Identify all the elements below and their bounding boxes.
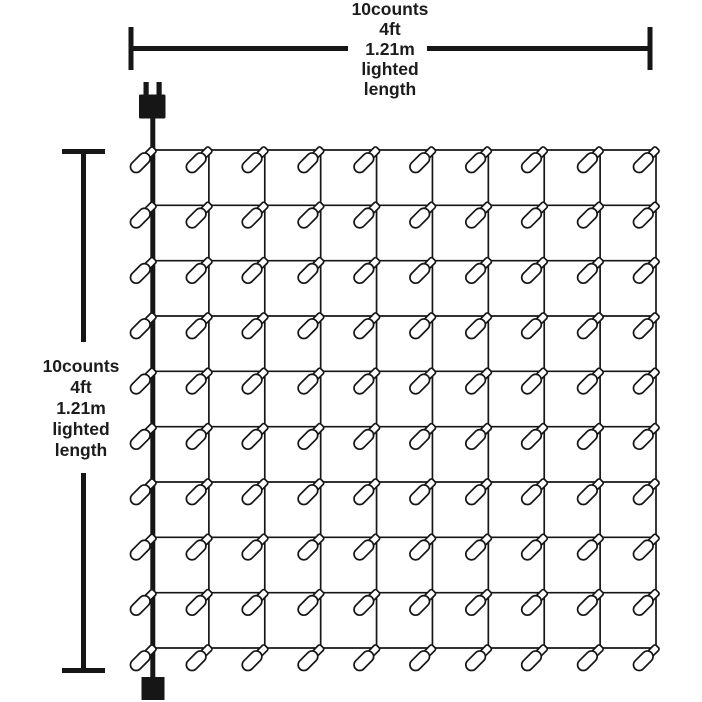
bulb-icon xyxy=(519,477,549,507)
bulb-icon xyxy=(184,477,214,507)
bulb-icon xyxy=(240,145,270,175)
bulb-icon xyxy=(352,532,382,562)
left-dimension-label xyxy=(6,356,156,461)
bulb-icon xyxy=(184,532,214,562)
bulb-icon xyxy=(631,145,661,175)
bulb-icon xyxy=(408,145,438,175)
bulb-icon xyxy=(408,366,438,396)
bulb-icon xyxy=(519,643,549,673)
bulb-icon xyxy=(408,477,438,507)
bulb-icon xyxy=(240,532,270,562)
top-dimension-label xyxy=(280,0,500,99)
bulb-icon xyxy=(463,311,493,341)
bulb-icon xyxy=(575,643,605,673)
bulb-icon xyxy=(184,421,214,451)
bulb-icon xyxy=(296,587,326,617)
label-line: length xyxy=(54,440,108,460)
bulb-icon xyxy=(352,421,382,451)
bulb-icon xyxy=(296,255,326,285)
bulb-icon xyxy=(519,145,549,175)
controller-box-icon xyxy=(142,677,165,700)
bulb-icon xyxy=(184,643,214,673)
bulb-icon xyxy=(463,255,493,285)
label-line: 1.21m xyxy=(365,39,415,59)
bulb-icon xyxy=(463,532,493,562)
bulb-icon xyxy=(519,421,549,451)
bulb-icon xyxy=(463,477,493,507)
bulb-icon xyxy=(184,366,214,396)
label-line: 10counts xyxy=(42,356,120,376)
bulb-icon xyxy=(575,366,605,396)
bulb-icon xyxy=(240,421,270,451)
bulb-icon xyxy=(240,255,270,285)
bulb-icon xyxy=(575,311,605,341)
bulb-icon xyxy=(296,532,326,562)
bulb-icon xyxy=(352,366,382,396)
bulb-icon xyxy=(184,587,214,617)
bulb-icon xyxy=(352,200,382,230)
bulb-icon xyxy=(408,255,438,285)
bulb-icon xyxy=(296,366,326,396)
bulb-icon xyxy=(631,311,661,341)
label-line: lighted xyxy=(52,419,110,439)
bulb-icon xyxy=(631,255,661,285)
bulb-icon xyxy=(408,532,438,562)
bulb-icon xyxy=(519,255,549,285)
bulb-icon xyxy=(631,200,661,230)
bulb-icon xyxy=(240,200,270,230)
bulb-icon xyxy=(631,643,661,673)
bulb-icon xyxy=(352,311,382,341)
bulb-icon xyxy=(240,366,270,396)
bulb-icon xyxy=(352,587,382,617)
bulb-icon xyxy=(519,587,549,617)
bulb-icon xyxy=(408,421,438,451)
bulb-icon xyxy=(408,643,438,673)
label-line: length xyxy=(363,79,417,99)
bulb-icon xyxy=(575,532,605,562)
bulb-icon xyxy=(296,145,326,175)
bulb-icon xyxy=(240,477,270,507)
bulb-icon xyxy=(463,366,493,396)
bulb-icon xyxy=(463,587,493,617)
bulb-icon xyxy=(463,145,493,175)
bulb-icon xyxy=(631,477,661,507)
bulb-icon xyxy=(184,311,214,341)
bulb-icon xyxy=(575,145,605,175)
bulb-icon xyxy=(463,200,493,230)
bulb-icon xyxy=(296,421,326,451)
label-line: 4ft xyxy=(70,377,92,397)
bulb-icon xyxy=(463,643,493,673)
bulb-icon xyxy=(408,311,438,341)
bulb-icon xyxy=(575,587,605,617)
label-line: 10counts xyxy=(351,0,429,19)
bulb-icon xyxy=(240,311,270,341)
bulb-icon xyxy=(352,643,382,673)
bulb-icon xyxy=(184,200,214,230)
bulb-icon xyxy=(184,255,214,285)
bulb-icon xyxy=(296,643,326,673)
plug-body xyxy=(139,95,166,119)
bulb-icon xyxy=(240,643,270,673)
bulb-icon xyxy=(575,255,605,285)
bulb-icon xyxy=(184,145,214,175)
bulb-icon xyxy=(519,200,549,230)
bulb-icon xyxy=(519,532,549,562)
bulb-icon xyxy=(408,587,438,617)
bulb-icon xyxy=(631,587,661,617)
bulb-icon xyxy=(631,421,661,451)
bulb-icon xyxy=(631,532,661,562)
label-line: 4ft xyxy=(379,19,401,39)
bulb-icon xyxy=(296,477,326,507)
power-plug-icon xyxy=(139,82,166,119)
bulb-icon xyxy=(240,587,270,617)
bulb-icon xyxy=(408,200,438,230)
bulb-icon xyxy=(463,421,493,451)
bulb-icon xyxy=(296,311,326,341)
bulb-icon xyxy=(352,255,382,285)
bulb-icon xyxy=(519,311,549,341)
bulb-icon xyxy=(575,477,605,507)
bulb-icon xyxy=(352,477,382,507)
bulb-icon xyxy=(352,145,382,175)
bulb-icon xyxy=(575,200,605,230)
bulb-icon xyxy=(575,421,605,451)
label-line: 1.21m xyxy=(56,398,106,418)
bulb-icon xyxy=(296,200,326,230)
bulb-icon xyxy=(519,366,549,396)
label-line: lighted xyxy=(361,59,419,79)
bulb-icon xyxy=(631,366,661,396)
